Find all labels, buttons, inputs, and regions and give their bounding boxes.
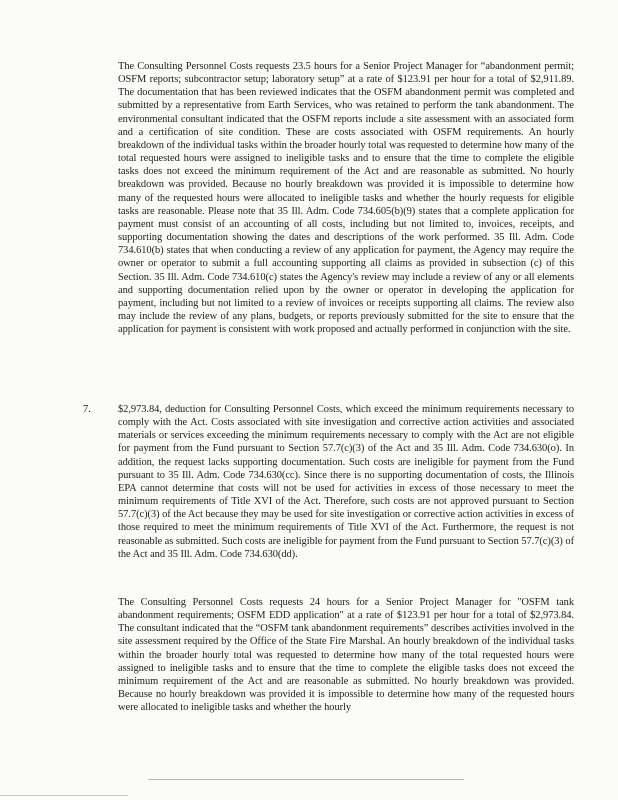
footer-rule bbox=[148, 779, 464, 780]
paragraph-deduction-item-7: $2,973.84, deduction for Consulting Personnel Costs, which exceed the minimum requirements necessary to comply with the Act. Costs associated with site investigation and corrective action activities and associated materials or services exceeding the minimum requirements necessary to comply with the Act are not eligible for payment from the Fund pursuant to Section 57.7(c)(3) of the Act and 35 Ill. Adm. Code 734.630(o). In addition, the request lacks supporting documentation. Such costs are ineligible for payment from the Fund pursuant to 35 Ill. Adm. Code 734.630(cc). Since there is no supporting documentation of costs, the Illinois EPA cannot determine that costs will not be used for activities in excess of those necessary to meet the minimum requirements of Title XVI of the Act. Therefore, such costs are not approved pursuant to Section 57.7(c)(3) of the Act because they may be used for site investigation or corrective action activities in excess of those required to meet the minimum requirements of Title XVI of the Act. Furthermore, the request is not reasonable as submitted. Such costs are ineligible for payment from the Fund pursuant to Section 57.7(c)(3) of the Act and 35 Ill. Adm. Code 734.630(dd). bbox=[118, 404, 574, 560]
list-item-number: 7. bbox=[83, 404, 91, 415]
paragraph-consulting-costs-23-5-hours: The Consulting Personnel Costs requests 23.5 hours for a Senior Project Manager for “abandonment permit; OSFM reports; subcontractor setup; laboratory setup” at a rate of $123.91 per hour for a total of $2,911.89. The documentation that has been reviewed indicates that the OSFM abandonment permit was completed and submitted by a representative from Earth Services, who was retained to perform the tank abandonment. The environmental consultant indicated that the OSFM reports include a site assessment with an associated form and a certification of site condition. These are costs associated with OSFM requirements. An hourly breakdown of the individual tasks within the broader hourly total was requested to determine how many of the total requested hours were assigned to ineligible tasks and to ensure that the time to complete the eligible tasks does not exceed the minimum requirement of the Act and are reasonable as submitted. No hourly breakdown was provided. Because no hourly breakdown was provided it is impossible to determine how many of the requested hours were allocated to ineligible tasks and whether the hourly requests for eligible tasks are reasonable. Please note that 35 Ill. Adm. Code 734.605(b)(9) states that a complete application for payment must consist of an accounting of all costs, including but not limited to, invoices, receipts, and supporting documentation showing the dates and descriptions of the work performed. 35 Ill. Adm. Code 734.610(b) states that when conducting a review of any application for payment, the Agency may require the owner or operator to submit a full accounting supporting all claims as provided in subsection (c) of this Section. 35 Ill. Adm. Code 734.610(c) states the Agency's review may include a review of any or all elements and supporting documentation relied upon by the owner or operator in developing the application for payment, including but not limited to a review of invoices or receipts supporting all claims. The review also may include the review of any plans, budgets, or reports previously submitted for the site to ensure that the application for payment is consistent with work proposed and actually performed in conjunction with the site. bbox=[118, 61, 574, 336]
footer-rule-left bbox=[0, 795, 128, 796]
paragraph-consulting-costs-24-hours: The Consulting Personnel Costs requests 24 hours for a Senior Project Manager for "OSFM tank abandonment requirements; OSFM EDD application" at a rate of $123.91 per hour for a total of $2,973.84. The consultant indicated that the “OSFM tank abandonment requirements” describes activities involved in the site assessment required by the Office of the State Fire Marshal. An hourly breakdown of the individual tasks within the broader hourly total was requested to determine how many of the total requested hours were assigned to ineligible tasks and to ensure that the time to complete the eligible tasks does not exceed the minimum requirement of the Act and are reasonable as submitted. No hourly breakdown was provided. Because no hourly breakdown was provided it is impossible to determine how many of the requested hours were allocated to ineligible tasks and whether the hourly bbox=[118, 597, 574, 714]
